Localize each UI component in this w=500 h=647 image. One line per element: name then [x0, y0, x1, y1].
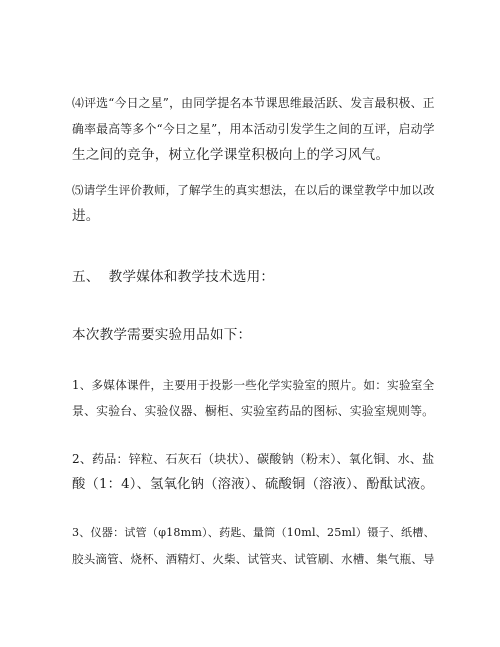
paragraph-line: 确率最高等多个“今日之星”，用本活动引发学生之间的互评，启动学 — [72, 122, 435, 136]
paragraph-line: ⑷评选“今日之星”，由同学提名本节课思维最活跃、发言最积极、正 — [72, 96, 435, 110]
section-heading: 五、 教学媒体和教学技术选用： — [72, 269, 275, 285]
paragraph-evaluate-star — [72, 90, 434, 168]
paragraph-line: 2、药品：锌粒、石灰石（块状）、碳酸钠（粉末）、氧化铜、水、盐 — [72, 452, 435, 466]
paragraph-line: 进。 — [72, 208, 100, 224]
paragraph-line: ⑸请学生评价教师，了解学生的真实想法，在以后的课堂教学中加以改 — [72, 183, 435, 197]
paragraph-line: 景、实验台、实验仪器、橱柜、实验室药品的图标、实验室规则等。 — [72, 404, 435, 418]
list-item-multimedia — [72, 372, 434, 424]
paragraph-line: 胶头滴管、烧杯、酒精灯、火柴、试管夹、试管刷、水槽、集气瓶、导 — [72, 552, 435, 566]
paragraph-line: 酸（1：4）、氢氧化钠（溶液）、硫酸铜（溶液）、酚酞试液。 — [72, 477, 434, 492]
paragraph-line: 生之间的竞争，树立化学课堂积极向上的学习风气。 — [72, 147, 390, 163]
intro-text: 本次教学需要实验用品如下： — [72, 327, 252, 343]
list-item-reagents — [72, 446, 434, 498]
paragraph-line: 1、多媒体课件，主要用于投影一些化学实验室的照片。如：实验室全 — [72, 378, 435, 392]
list-item-instruments — [72, 520, 434, 572]
paragraph-line: 3、仪器：试管（φ18mm）、药匙、量筒（10ml、25ml）镊子、纸槽、 — [72, 526, 435, 539]
paragraph-evaluate-teacher — [72, 177, 434, 229]
